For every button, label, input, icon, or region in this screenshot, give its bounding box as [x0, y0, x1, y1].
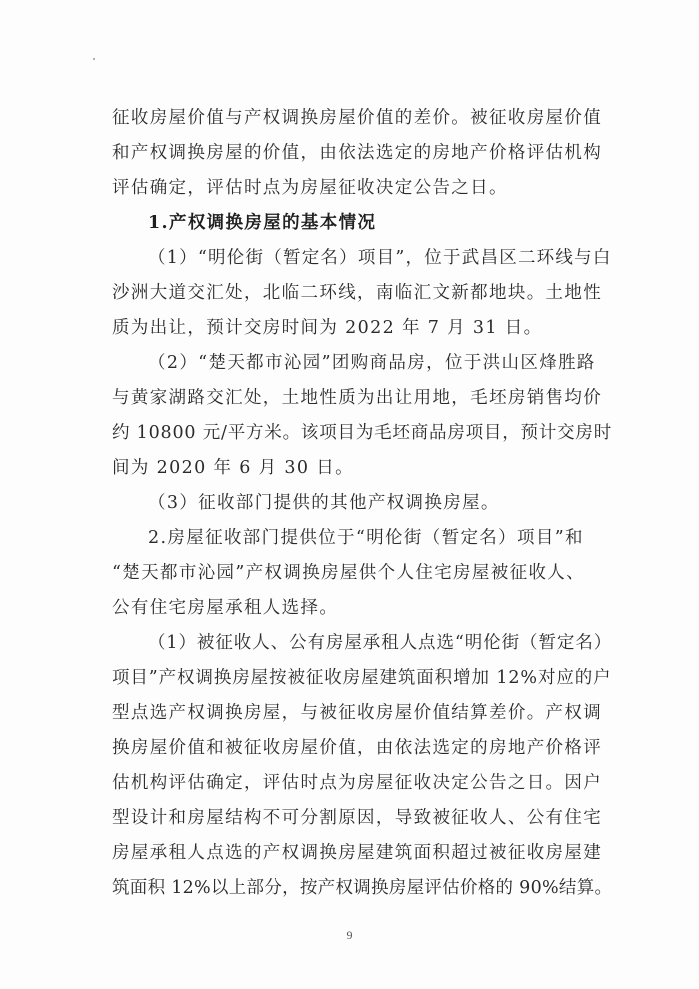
page-number: 9 — [346, 928, 353, 942]
text-line: 换房屋价值和被征收房屋价值，由依法选定的房地产价格评 — [112, 738, 603, 758]
text-line: 间为 2020 年 6 月 30 日。 — [112, 458, 354, 478]
text-line: （1）被征收人、公有房屋承租人点选“明伦街（暂定名） — [148, 633, 613, 653]
text-line: 和产权调换房屋的价值，由依法选定的房地产价格评估机构 — [112, 143, 603, 163]
text-line: （3）征收部门提供的其他产权调换房屋。 — [148, 493, 500, 513]
text-line: 房屋承租人点选的产权调换房屋建筑面积超过被征收房屋建 — [112, 843, 603, 863]
text-line: 评估确定，评估时点为房屋征收决定公告之日。 — [112, 178, 508, 198]
text-line: 公有住宅房屋承租人选择。 — [112, 598, 339, 618]
text-line: 筑面积 12%以上部分，按产权调换房屋评估价格的 90%结算。 — [112, 878, 613, 898]
text-line: （2）“楚天都市沁园”团购商品房，位于洪山区烽胜路 — [148, 353, 596, 373]
text-line: （1）“明伦街（暂定名）项目”，位于武昌区二环线与白 — [148, 248, 612, 268]
scan-mark — [93, 58, 95, 60]
text-line: 沙洲大道交汇处，北临二环线，南临汇文新都地块。土地性 — [112, 283, 603, 303]
text-line: 约 10800 元/平方米。该项目为毛坯商品房项目，预计交房时 — [112, 423, 613, 443]
text-line: 征收房屋价值与产权调换房屋价值的差价。被征收房屋价值 — [112, 108, 603, 128]
section-heading: 1.产权调换房屋的基本情况 — [148, 213, 377, 233]
text-line: 型点选产权调换房屋，与被征收房屋价值结算差价。产权调 — [112, 703, 603, 723]
text-line: 型设计和房屋结构不可分割原因，导致被征收人、公有住宅 — [112, 808, 603, 828]
text-line: 项目”产权调换房屋按被征收房屋建筑面积增加 12%对应的户 — [112, 668, 612, 688]
text-line: “楚天都市沁园”产权调换房屋供个人住宅房屋被征收人、 — [112, 563, 585, 583]
text-line: 质为出让，预计交房时间为 2022 年 7 月 31 日。 — [112, 318, 543, 338]
text-line: 2.房屋征收部门提供位于“明伦街（暂定名）项目”和 — [148, 528, 584, 548]
text-line: 估机构评估确定，评估时点为房屋征收决定公告之日。因户 — [112, 773, 603, 793]
text-line: 与黄家湖路交汇处，土地性质为出让用地，毛坯房销售均价 — [112, 388, 603, 408]
